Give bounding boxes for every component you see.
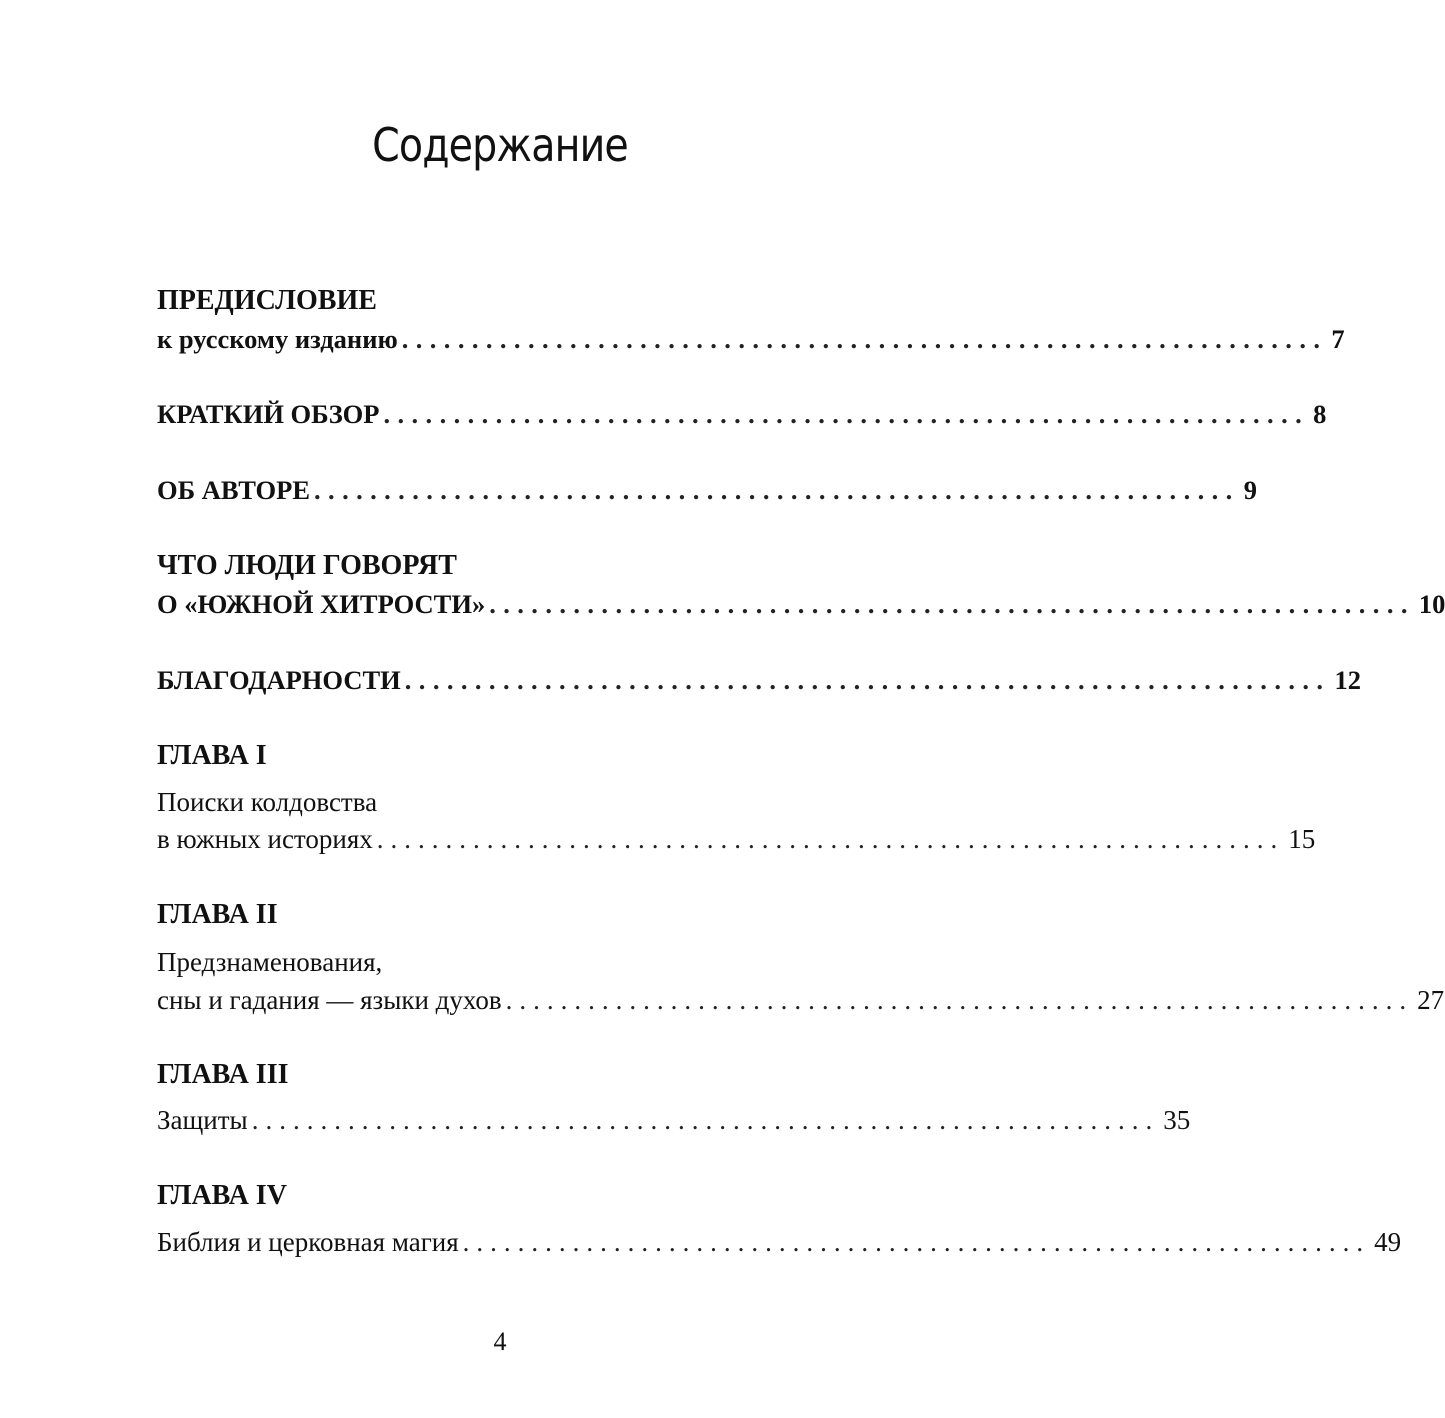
toc-page-number: 9 — [1243, 475, 1257, 505]
toc-page-number: 15 — [1288, 824, 1316, 854]
toc-page-number: 8 — [1313, 399, 1327, 429]
toc-entry-chapter-3[interactable] — [157, 1103, 1191, 1137]
toc-entry-label: КРАТКИЙ ОБЗОР — [157, 399, 380, 429]
toc-entry-preface[interactable] — [157, 322, 1345, 356]
toc-page-number: 27 — [1417, 985, 1445, 1015]
dot-leader: .................................................................. — [489, 589, 1415, 619]
toc-page-number: 10 — [1418, 589, 1445, 619]
toc-page-number: 7 — [1331, 324, 1345, 354]
toc-entry-label: Защиты — [157, 1105, 248, 1135]
toc-entry-about-author[interactable] — [157, 473, 1257, 507]
chapter-title-line1 — [157, 945, 809, 979]
dot-leader: .................................................................. — [401, 324, 1328, 354]
dot-leader: .................................................................. — [376, 824, 1285, 854]
toc-entry-label: Библия и церковная магия — [157, 1227, 459, 1257]
toc-page-number: 49 — [1374, 1227, 1402, 1257]
chapter-title-text: Поиски колдовства — [157, 787, 378, 817]
toc-page-number: 35 — [1163, 1105, 1191, 1135]
chapter-title-text: Предзнаменования, — [157, 947, 383, 977]
toc-entry-label: к русскому изданию — [157, 324, 398, 354]
toc-entry-label: ОБ АВТОРЕ — [157, 475, 311, 505]
toc-page-number: 12 — [1334, 665, 1361, 695]
page-title: Содержание — [372, 118, 628, 172]
toc-entry-label: сны и гадания — языки духов — [157, 985, 502, 1015]
toc-entry-chapter-4[interactable] — [157, 1225, 1402, 1259]
toc-entry-chapter-2[interactable] — [157, 983, 1445, 1017]
toc-entry-reviews[interactable] — [157, 587, 1445, 621]
chapter-heading: ГЛАВА I — [157, 740, 267, 771]
chapter-heading: ГЛАВА II — [157, 899, 278, 930]
chapter-heading: ГЛАВА III — [157, 1059, 289, 1090]
chapter-title-line1 — [157, 785, 809, 819]
dot-leader: .................................................................. — [251, 1105, 1160, 1135]
dot-leader: .................................................................. — [404, 665, 1331, 695]
dot-leader: .................................................................. — [383, 399, 1310, 429]
toc-entry-label: О «ЮЖНОЙ ХИТРОСТИ» — [157, 589, 486, 619]
dot-leader: .................................................................. — [314, 475, 1240, 505]
page-number: 4 — [493, 1327, 507, 1356]
toc-entry-chapter-1[interactable] — [157, 822, 1316, 856]
toc-entry-reviews-line1: ЧТО ЛЮДИ ГОВОРЯТ — [157, 550, 457, 581]
toc-entry-acknowledgements[interactable] — [157, 663, 1361, 697]
toc-entry-preface-line1: ПРЕДИСЛОВИЕ — [157, 285, 377, 316]
dot-leader: .................................................................. — [505, 985, 1414, 1015]
toc-entry-label: БЛАГОДАРНОСТИ — [157, 665, 401, 695]
toc-entry-overview[interactable] — [157, 397, 1327, 431]
chapter-heading: ГЛАВА IV — [157, 1180, 287, 1211]
toc-entry-label: в южных историях — [157, 824, 373, 854]
dot-leader: .................................................................. — [462, 1227, 1371, 1257]
